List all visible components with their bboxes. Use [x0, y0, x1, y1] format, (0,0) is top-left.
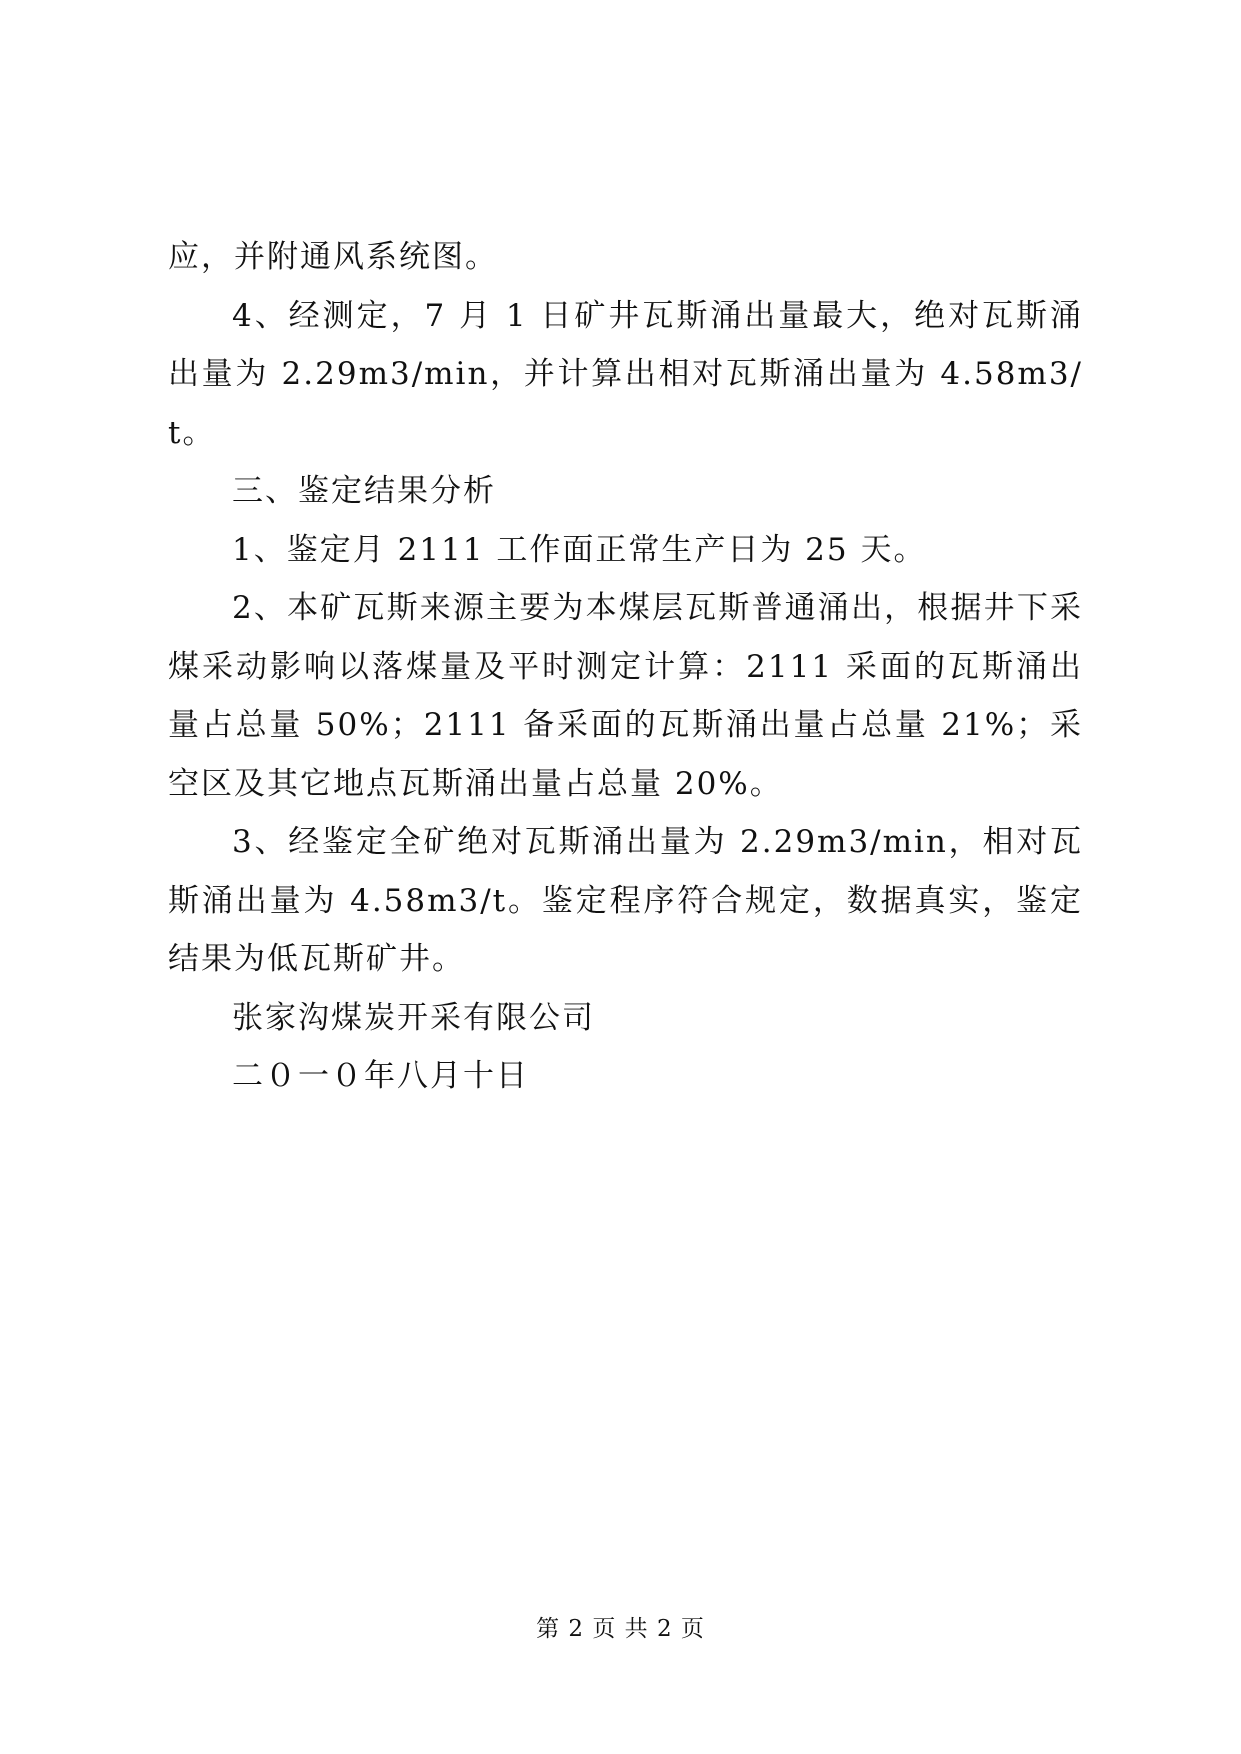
page-number-footer: 第 2 页 共 2 页: [536, 1616, 705, 1642]
signature-date: 二０一０年八月十日: [232, 1058, 529, 1094]
paragraph-item-3: 3、经鉴定全矿绝对瓦斯涌出量为 2.29m3/min，相对瓦斯涌出量为 4.58m3/t。鉴定程序符合规定，数据真实，鉴定结果为低瓦斯矿井。: [168, 824, 1083, 977]
paragraph-item-2: 2、本矿瓦斯来源主要为本煤层瓦斯普通涌出，根据井下采煤采动影响以落煤量及平时测定计算：2111 采面的瓦斯涌出量占总量 50%；2111 备采面的瓦斯涌出量占总量 21%；采空区及其它地点瓦斯涌出量占总量 20%。: [168, 590, 1083, 802]
section-heading: 三、鉴定结果分析: [232, 473, 496, 509]
paragraph-continuation: 应，并附通风系统图。: [168, 239, 498, 275]
paragraph-item-4: 4、经测定，7 月 1 日矿井瓦斯涌出量最大，绝对瓦斯涌出量为 2.29m3/min，并计算出相对瓦斯涌出量为 4.58m3/t。: [168, 297, 1083, 451]
company-signature: 张家沟煤炭开采有限公司: [232, 999, 595, 1036]
paragraph-item-1: 1、鉴定月 2111 工作面正常生产日为 25 天。: [232, 531, 927, 568]
document-body: [168, 228, 1083, 1106]
